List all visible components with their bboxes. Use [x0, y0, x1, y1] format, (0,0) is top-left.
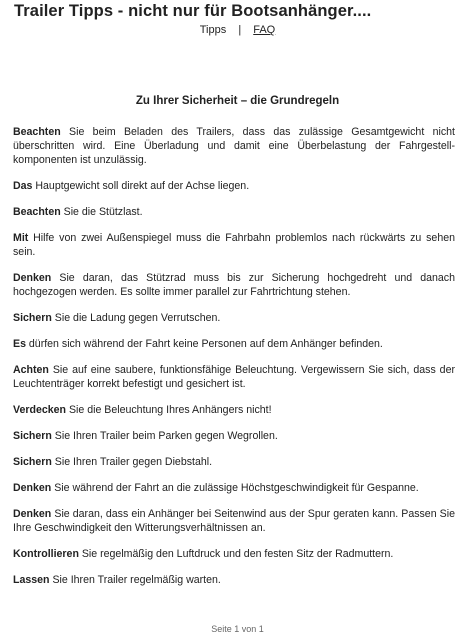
rule-lead-word: Denken: [13, 508, 52, 520]
rule-lead-word: Das: [13, 180, 33, 192]
rule-item: [13, 179, 455, 193]
site-title: Trailer Tipps - nicht nur für Bootsanhänger....: [14, 2, 372, 20]
rule-lead-word: Kontrollieren: [13, 548, 79, 560]
rule-lead-word: Sichern: [13, 430, 52, 442]
rule-item: [13, 271, 455, 299]
rule-text: Hilfe von zwei Außenspiegel muss die Fahrbahn problemlos nach rückwärts zu sehen sein.: [13, 232, 455, 258]
page-footer: Seite 1 von 1: [211, 624, 264, 634]
nav-separator: |: [238, 24, 242, 36]
section-title: Zu Ihrer Sicherheit – die Grundregeln: [135, 95, 340, 107]
rule-item: [13, 311, 455, 325]
rule-text: Sie Ihren Trailer beim Parken gegen Wegrollen.: [51, 430, 278, 442]
rule-item: [13, 429, 455, 443]
rule-text: Sie daran, das Stützrad muss bis zur Sicherung hochgedreht und danach hochgezogen werden. Es sollte immer parallel zur Fahrtrichtung stehen.: [13, 272, 455, 298]
rules-list: [13, 125, 455, 599]
rule-lead-word: Beachten: [13, 206, 61, 218]
rule-text: Sie daran, dass ein Anhänger bei Seitenwind aus der Spur geraten kann. Passen Sie Ihre Geschwindigkeit den Witterungsverhältnissen an.: [13, 508, 455, 534]
rule-lead-word: Achten: [13, 364, 49, 376]
rule-item: [13, 547, 455, 561]
rule-text: Sie Ihren Trailer gegen Diebstahl.: [51, 456, 213, 468]
rule-item: [13, 231, 455, 259]
rule-lead-word: Denken: [13, 272, 52, 284]
rule-item: [13, 363, 455, 391]
rule-lead-word: Mit: [13, 232, 29, 244]
rule-item: [13, 205, 455, 219]
nav-tipps[interactable]: Tipps: [199, 24, 227, 36]
rule-text: Hauptgewicht soll direkt auf der Achse liegen.: [32, 180, 250, 192]
rule-text: Sie die Ladung gegen Verrutschen.: [51, 312, 221, 324]
rule-lead-word: Sichern: [13, 312, 52, 324]
rule-lead-word: Sichern: [13, 456, 52, 468]
top-nav: [0, 24, 475, 36]
rule-item: [13, 455, 455, 469]
rule-item: [13, 507, 455, 535]
rule-item: [13, 337, 455, 351]
rule-text: Sie auf eine saubere, funktionsfähige Beleuchtung. Vergewissern Sie sich, dass der Leuchtenträger korrekt befestigt und gesichert ist.: [13, 364, 455, 390]
rule-lead-word: Lassen: [13, 574, 50, 586]
rule-text: Sie regelmäßig den Luftdruck und den festen Sitz der Radmuttern.: [78, 548, 394, 560]
rule-item: [13, 573, 455, 587]
rule-item: [13, 481, 455, 495]
rule-text: Sie während der Fahrt an die zulässige Höchstgeschwindigkeit für Gespanne.: [51, 482, 419, 494]
rule-item: [13, 125, 455, 167]
rule-lead-word: Verdecken: [13, 404, 67, 416]
rule-lead-word: Beachten: [13, 126, 61, 138]
nav-faq-link[interactable]: FAQ: [253, 24, 276, 36]
rule-item: [13, 403, 455, 417]
rule-text: dürfen sich während der Fahrt keine Personen auf dem Anhänger befinden.: [25, 338, 383, 350]
rule-text: Sie Ihren Trailer regelmäßig warten.: [49, 574, 221, 586]
rule-text: Sie die Stützlast.: [60, 206, 143, 218]
rule-text: Sie beim Beladen des Trailers, dass das zulässige Gesamtgewicht nicht überschritten wird. Eine Überladung und damit eine Überbelastung der Fahrgestell- komponenten ist unzulässig.: [13, 126, 455, 166]
rule-text: Sie die Beleuchtung Ihres Anhängers nicht!: [66, 404, 272, 416]
rule-lead-word: Es: [13, 338, 26, 350]
rule-lead-word: Denken: [13, 482, 52, 494]
